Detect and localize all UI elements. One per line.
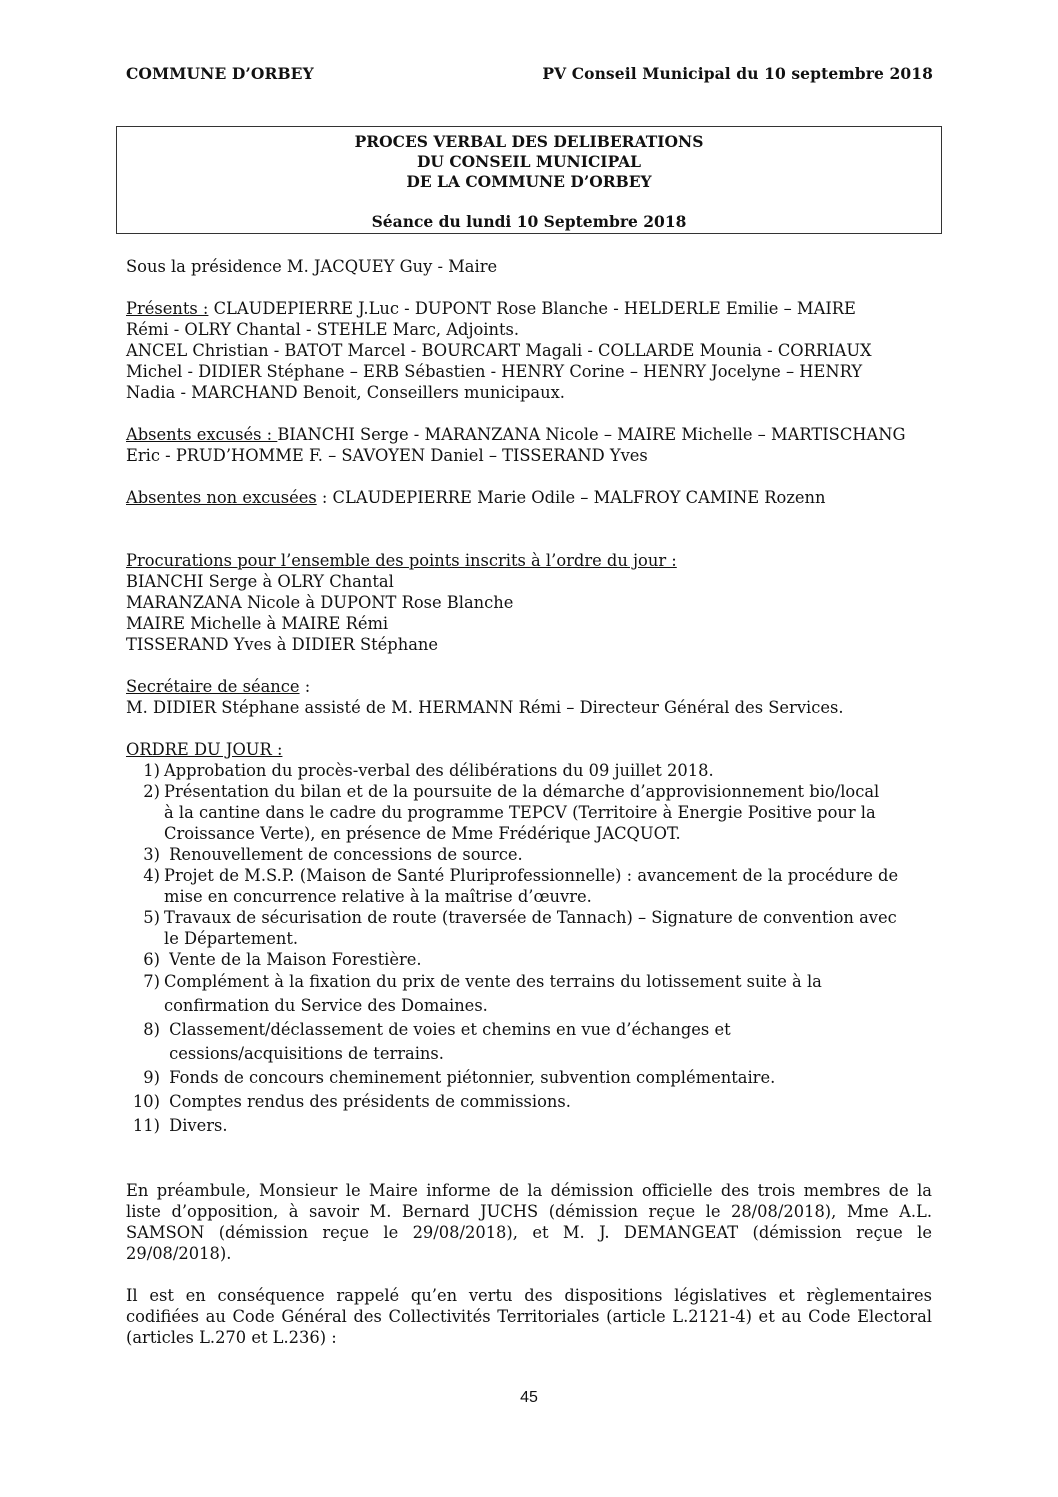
procuration-item: MAIRE Michelle à MAIRE Rémi: [126, 614, 389, 633]
agenda-item-line: le Département.: [164, 929, 299, 948]
agenda-item-text: [164, 1066, 932, 1090]
agenda-item-number: 6): [143, 950, 160, 969]
agenda-item: [126, 907, 932, 949]
agenda-item-number: 5): [143, 908, 160, 927]
agenda-item-line: Divers.: [164, 1116, 228, 1135]
absents-excuses-line-1: BIANCHI Serge - MARANZANA Nicole – MAIRE Michelle – MARTISCHANG: [277, 425, 906, 444]
agenda-item-text: [164, 949, 932, 970]
agenda-item-text: [164, 844, 932, 865]
procuration-item: TISSERAND Yves à DIDIER Stéphane: [126, 635, 439, 654]
presents-line-3: ANCEL Christian - BATOT Marcel - BOURCART Magali - COLLARDE Mounia - CORRIAUX: [126, 341, 872, 360]
secretaire-text: M. DIDIER Stéphane assisté de M. HERMANN Rémi – Directeur Général des Services.: [126, 698, 844, 717]
preambule-line-1: En préambule, Monsieur le Maire informe de la démission officielle des trois membres de la: [126, 1181, 932, 1200]
presents-line-4: Michel - DIDIER Stéphane – ERB Sébastien - HENRY Corine – HENRY Jocelyne – HENRY: [126, 362, 863, 381]
agenda-item: [126, 970, 932, 1018]
agenda-item: [126, 844, 932, 865]
agenda-item-line: Projet de M.S.P. (Maison de Santé Pluriprofessionnelle) : avancement de la procédure de: [164, 866, 899, 885]
procurations-section: [126, 550, 932, 655]
agenda-item: [126, 1114, 932, 1138]
title-box: [116, 126, 942, 234]
absents-excuses-section: [126, 424, 932, 466]
presents-line-1: CLAUDEPIERRE J.Luc - DUPONT Rose Blanche - HELDERLE Emilie – MAIRE: [208, 299, 856, 318]
agenda-item-text: [164, 781, 932, 844]
rappel-paragraph: [126, 1285, 932, 1348]
header-commune: COMMUNE D’ORBEY: [126, 64, 314, 83]
absentes-non-excusees: [126, 487, 932, 508]
agenda-item-text: [164, 1114, 932, 1138]
agenda-item-number: 4): [143, 866, 160, 885]
rappel-line-3: (articles L.270 et L.236) :: [126, 1328, 337, 1347]
agenda-item: [126, 760, 932, 781]
agenda-item: [126, 865, 932, 907]
agenda-item-number: 8): [143, 1020, 160, 1039]
secretaire-suffix: :: [299, 677, 311, 696]
agenda-item-line: Vente de la Maison Forestière.: [164, 950, 422, 969]
absentes-non-excusees-label: Absentes non excusées: [126, 488, 317, 507]
agenda-item-line: cessions/acquisitions de terrains.: [164, 1044, 444, 1063]
presents-line-5: Nadia - MARCHAND Benoit, Conseillers municipaux.: [126, 383, 565, 402]
agenda-item-text: [164, 970, 932, 1018]
presidence: Sous la présidence M. JACQUEY Guy - Maire: [126, 257, 498, 276]
agenda-item-text: [164, 1090, 932, 1114]
agenda-item-line: Renouvellement de concessions de source.: [164, 845, 523, 864]
page-number: 45: [520, 1389, 538, 1406]
agenda-item-line: mise en concurrence relative à la maîtrise d’œuvre.: [164, 887, 592, 906]
preambule-line-3: SAMSON (démission reçue le 29/08/2018), et M. J. DEMANGEAT (démission reçue le: [126, 1223, 932, 1242]
agenda-item-line: Présentation du bilan et de la poursuite de la démarche d’approvisionnement bio/local: [164, 782, 880, 801]
ordre-du-jour-label: ORDRE DU JOUR :: [126, 740, 283, 759]
title-line-2: DU CONSEIL MUNICIPAL: [416, 152, 642, 171]
session-date: Séance du lundi 10 Septembre 2018: [371, 212, 687, 231]
agenda-item-line: Comptes rendus des présidents de commissions.: [164, 1092, 571, 1111]
rappel-line-2: codifiées au Code Général des Collectivités Territoriales (article L.2121-4) et au Code Electoral: [126, 1307, 932, 1326]
presents-section: [126, 298, 932, 403]
header-document-title: PV Conseil Municipal du 10 septembre 2018: [542, 64, 933, 83]
agenda-item-number: 11): [132, 1116, 160, 1135]
presents-line-2: Rémi - OLRY Chantal - STEHLE Marc, Adjoints.: [126, 320, 520, 339]
agenda-item-text: [164, 760, 932, 781]
agenda-item: [126, 949, 932, 970]
agenda-item: [126, 1090, 932, 1114]
agenda-item-text: [164, 1018, 932, 1066]
procuration-item: BIANCHI Serge à OLRY Chantal: [126, 572, 394, 591]
agenda-item-number: 10): [132, 1092, 160, 1111]
agenda-item-line: à la cantine dans le cadre du programme TEPCV (Territoire à Energie Positive pour la: [164, 803, 876, 822]
agenda-item-number: 1): [143, 761, 160, 780]
document-body: [126, 256, 932, 1348]
agenda-item-line: Fonds de concours cheminement piétonnier, subvention complémentaire.: [164, 1068, 776, 1087]
presents-label: Présents :: [126, 299, 209, 318]
ordre-du-jour-section: [126, 739, 932, 1138]
agenda-item-text: [164, 907, 932, 949]
rappel-line-1: Il est en conséquence rappelé qu’en vertu des dispositions législatives et règlementaires: [126, 1286, 932, 1305]
procuration-item: MARANZANA Nicole à DUPONT Rose Blanche: [126, 593, 514, 612]
preambule-line-2: liste d’opposition, à savoir M. Bernard JUCHS (démission reçue le 28/08/2018), Mme A.L.: [126, 1202, 932, 1221]
secretaire-section: [126, 676, 932, 718]
secretaire-label: Secrétaire de séance: [126, 677, 300, 696]
absents-excuses-label: Absents excusés :: [126, 425, 278, 444]
agenda-item: [126, 1018, 932, 1066]
preambule-paragraph: [126, 1180, 932, 1264]
agenda-item-text: [164, 865, 932, 907]
title-line-1: PROCES VERBAL DES DELIBERATIONS: [354, 132, 704, 151]
agenda-item-line: Travaux de sécurisation de route (traversée de Tannach) – Signature de convention avec: [164, 908, 897, 927]
absentes-non-excusees-text: : CLAUDEPIERRE Marie Odile – MALFROY CAMINE Rozenn: [316, 488, 826, 507]
agenda-item-line: Croissance Verte), en présence de Mme Frédérique JACQUOT.: [164, 824, 681, 843]
title-line-3: DE LA COMMUNE D’ORBEY: [406, 172, 652, 191]
agenda-item-number: 7): [143, 972, 160, 991]
preambule-line-4: 29/08/2018).: [126, 1244, 232, 1263]
agenda-item-number: 9): [143, 1068, 160, 1087]
agenda-item-line: Classement/déclassement de voies et chemins en vue d’échanges et: [164, 1020, 731, 1039]
agenda-item-line: Complément à la fixation du prix de vente des terrains du lotissement suite à la: [164, 972, 822, 991]
absents-excuses-line-2: Eric - PRUD’HOMME F. – SAVOYEN Daniel – TISSERAND Yves: [126, 446, 648, 465]
agenda-item-number: 3): [143, 845, 160, 864]
agenda-item: [126, 781, 932, 844]
agenda-item-number: 2): [143, 782, 160, 801]
ordre-du-jour-list: [126, 760, 932, 1138]
agenda-item: [126, 1066, 932, 1090]
agenda-item-line: Approbation du procès-verbal des délibérations du 09 juillet 2018.: [164, 761, 714, 780]
agenda-item-line: confirmation du Service des Domaines.: [164, 996, 488, 1015]
procurations-label: Procurations pour l’ensemble des points inscrits à l’ordre du jour :: [126, 551, 677, 570]
